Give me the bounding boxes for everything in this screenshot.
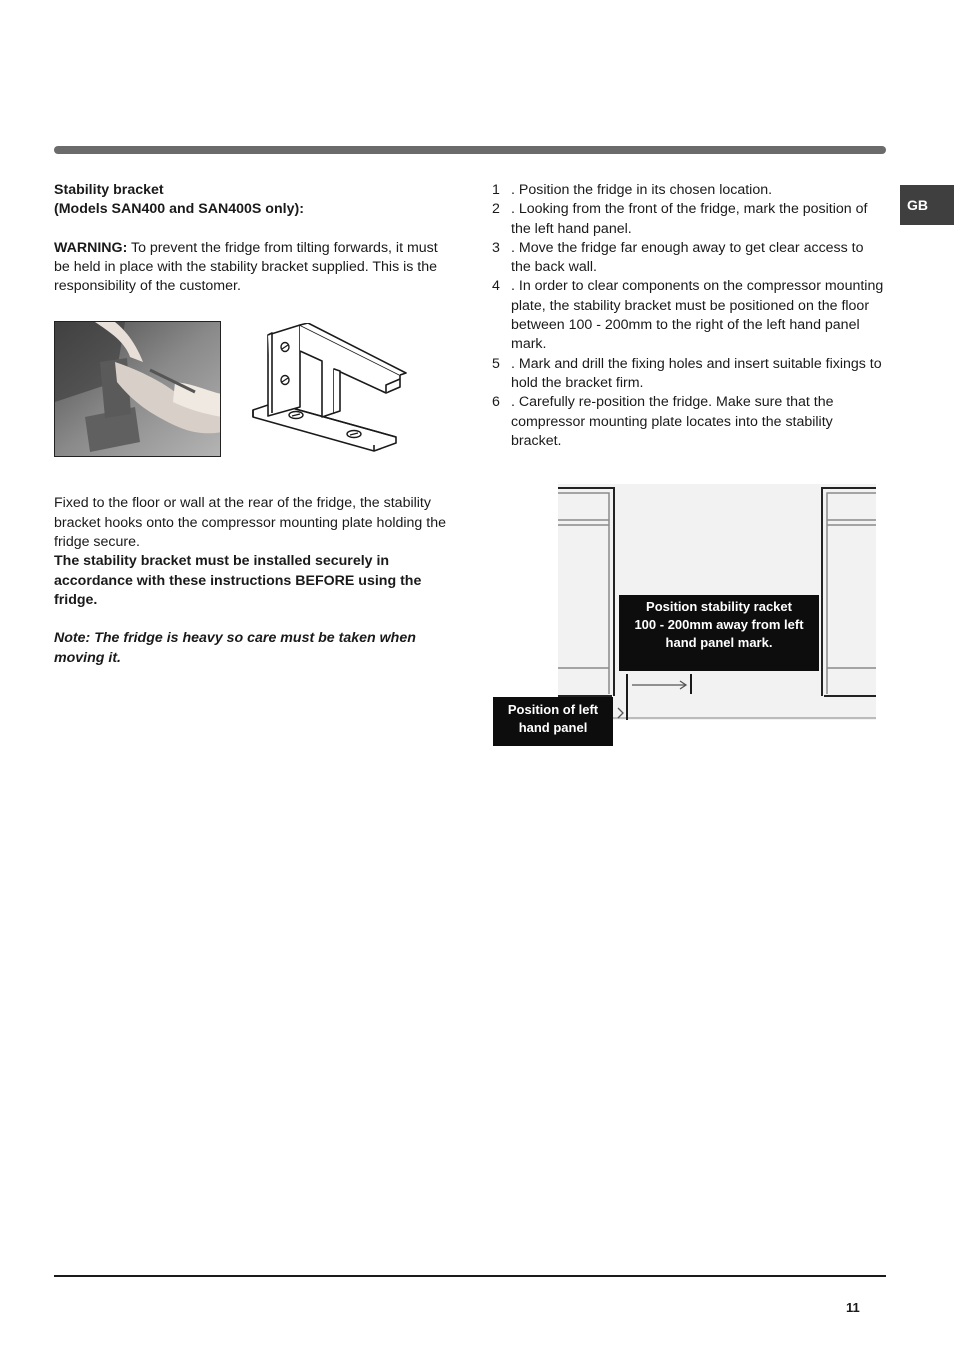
callout-line-2: hand panel — [518, 720, 588, 735]
step-number: 1 — [492, 182, 500, 198]
step-text: . Position the fridge in its chosen location. — [511, 182, 773, 198]
step-text: . Move the fridge far enough away to get clear access to the back wall. — [511, 239, 864, 276]
step-item — [492, 181, 884, 200]
step-item — [492, 277, 884, 354]
warning-label: WARNING: — [54, 239, 128, 256]
step-item — [492, 239, 884, 278]
instruction-steps — [492, 181, 884, 451]
step-text: . Carefully re-position the fridge. Make sure that the compressor mounting plate locates into the stability bracket. — [511, 394, 834, 449]
warning-text: To prevent the fridge from tilting forwards, it must be held in place with the stability bracket supplied. This is the responsibility of the customer. — [54, 239, 438, 295]
step-item — [492, 200, 884, 239]
bottom-rule — [54, 1275, 886, 1277]
callout-line-1: Position of left — [507, 702, 599, 717]
callout-line-1: Position stability racket — [646, 599, 792, 614]
callout-line-2: 100 - 200mm away from left — [634, 617, 804, 632]
step-text: . In order to clear components on the compressor mounting plate, the stability bracket must be positioned on the floor between 100 - 200mm to the right of the left hand panel mark. — [511, 278, 884, 353]
fixing-paragraph: Fixed to the floor or wall at the rear of the fridge, the stability bracket hooks onto the compressor mounting plate holding the fridge secure. — [54, 495, 446, 551]
warning-paragraph — [54, 239, 454, 297]
step-number: 4 — [492, 278, 500, 295]
bracket-position-callout — [619, 595, 819, 671]
heading-line-2: (Models SAN400 and SAN400S only): — [54, 201, 304, 218]
bracket-photo — [54, 321, 221, 457]
left-panel-callout — [493, 697, 613, 746]
page-number: 11 — [846, 1300, 860, 1315]
heading-line-1: Stability bracket — [54, 182, 164, 198]
step-number: 6 — [492, 394, 500, 411]
right-column — [492, 181, 884, 451]
step-item — [492, 355, 884, 394]
left-column — [54, 181, 454, 668]
step-number: 3 — [492, 239, 500, 256]
step-text: . Looking from the front of the fridge, mark the position of the left hand panel. — [511, 201, 868, 237]
top-rule — [54, 146, 886, 154]
install-warning: The stability bracket must be installed securely in accordance with these instructions BEFORE using the fridge. — [54, 553, 422, 608]
bracket-line-drawing — [248, 323, 408, 457]
step-text: . Mark and drill the fixing holes and insert suitable fixings to hold the bracket firm. — [511, 355, 882, 391]
bracket-photo-image — [55, 322, 221, 457]
bracket-images — [54, 321, 454, 457]
language-tab: GB — [900, 185, 954, 225]
callout-line-3: hand panel mark. — [665, 635, 773, 650]
step-item — [492, 393, 884, 451]
position-diagram — [492, 484, 884, 748]
heavy-note: Note: The fridge is heavy so care must be taken when moving it. — [54, 630, 416, 666]
step-number: 5 — [492, 355, 500, 372]
section-heading — [54, 181, 454, 220]
step-number: 2 — [492, 201, 500, 218]
